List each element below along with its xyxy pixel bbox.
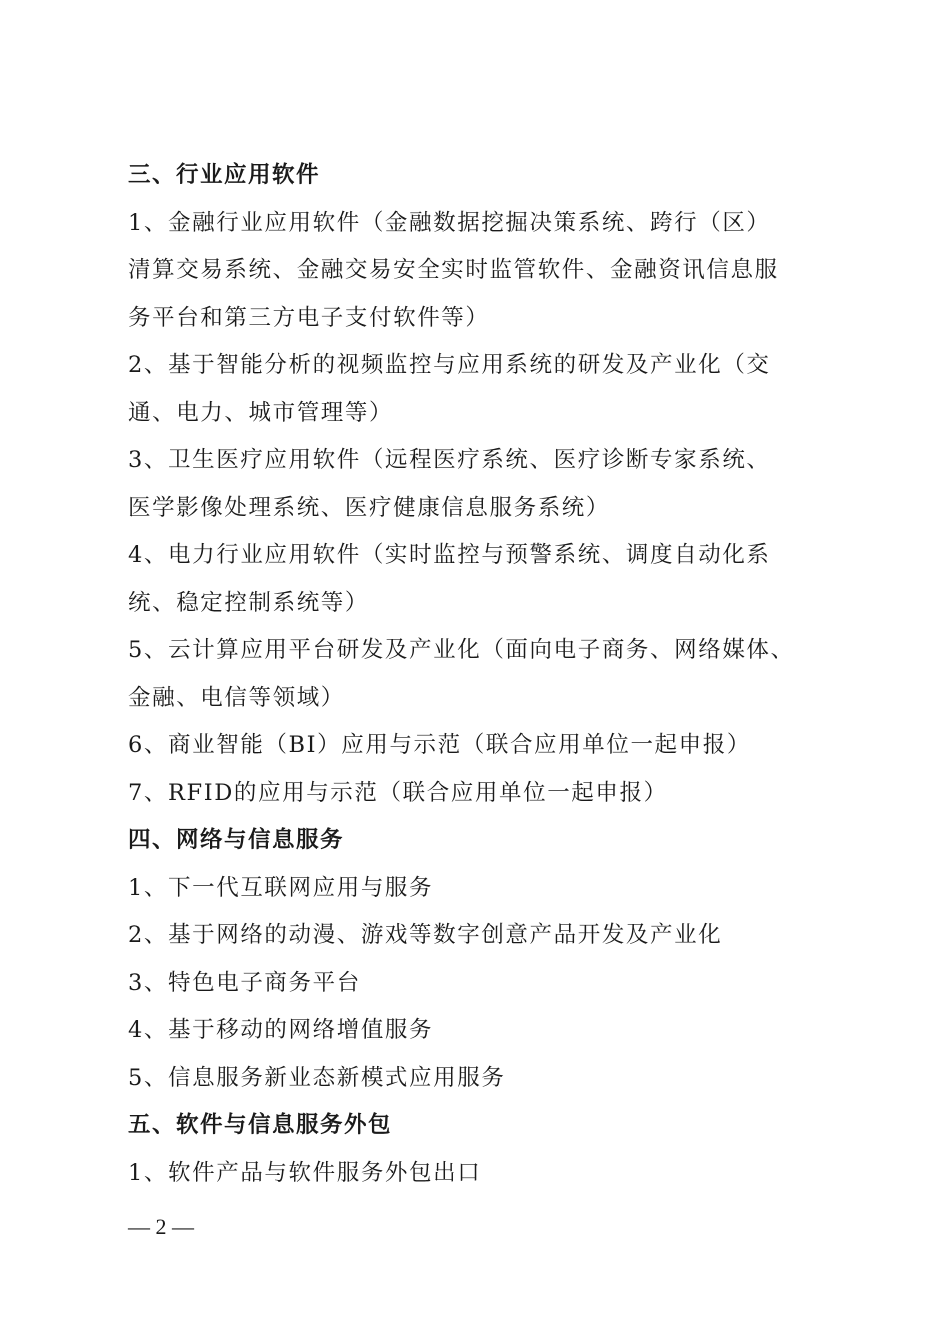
- paragraph-line: 医学影像处理系统、医疗健康信息服务系统）: [128, 494, 611, 521]
- paragraph-line: 1、软件产品与软件服务外包出口: [128, 1159, 482, 1186]
- paragraph-line: 5、云计算应用平台研发及产业化（面向电子商务、网络媒体、: [128, 637, 795, 663]
- paragraph-line: 2、基于网络的动漫、游戏等数字创意产品开发及产业化: [128, 922, 723, 948]
- paragraph-line: 6、商业智能（BI）应用与示范（联合应用单位一起申报）: [128, 732, 751, 758]
- paragraph-line: 2、基于智能分析的视频监控与应用系统的研发及产业化（交: [128, 352, 771, 378]
- document-body: [128, 152, 840, 1197]
- page-number: — 2 —: [128, 1214, 194, 1239]
- paragraph-line: 1、下一代互联网应用与服务: [128, 874, 434, 901]
- paragraph-line: 7、RFID的应用与示范（联合应用单位一起申报）: [128, 779, 668, 806]
- section-heading: 三、行业应用软件: [128, 162, 321, 188]
- paragraph-line: 5、信息服务新业态新模式应用服务: [128, 1064, 506, 1091]
- paragraph-line: 通、电力、城市管理等）: [128, 399, 394, 426]
- paragraph-line: 务平台和第三方电子支付软件等）: [128, 304, 490, 331]
- paragraph-line: 4、基于移动的网络增值服务: [128, 1017, 434, 1043]
- paragraph-line: 清算交易系统、金融交易安全实时监管软件、金融资讯信息服: [128, 257, 779, 283]
- paragraph-line: 3、卫生医疗应用软件（远程医疗系统、医疗诊断专家系统、: [128, 447, 771, 473]
- paragraph-line: 金融、电信等领域）: [128, 684, 345, 711]
- paragraph-line: 统、稳定控制系统等）: [128, 589, 370, 616]
- section-heading: 五、软件与信息服务外包: [128, 1112, 393, 1138]
- paragraph-line: 4、电力行业应用软件（实时监控与预警系统、调度自动化系: [128, 542, 771, 568]
- section-heading: 四、网络与信息服务: [128, 827, 345, 853]
- paragraph-line: 1、金融行业应用软件（金融数据挖掘决策系统、跨行（区）: [128, 209, 771, 236]
- paragraph-line: 3、特色电子商务平台: [128, 969, 361, 996]
